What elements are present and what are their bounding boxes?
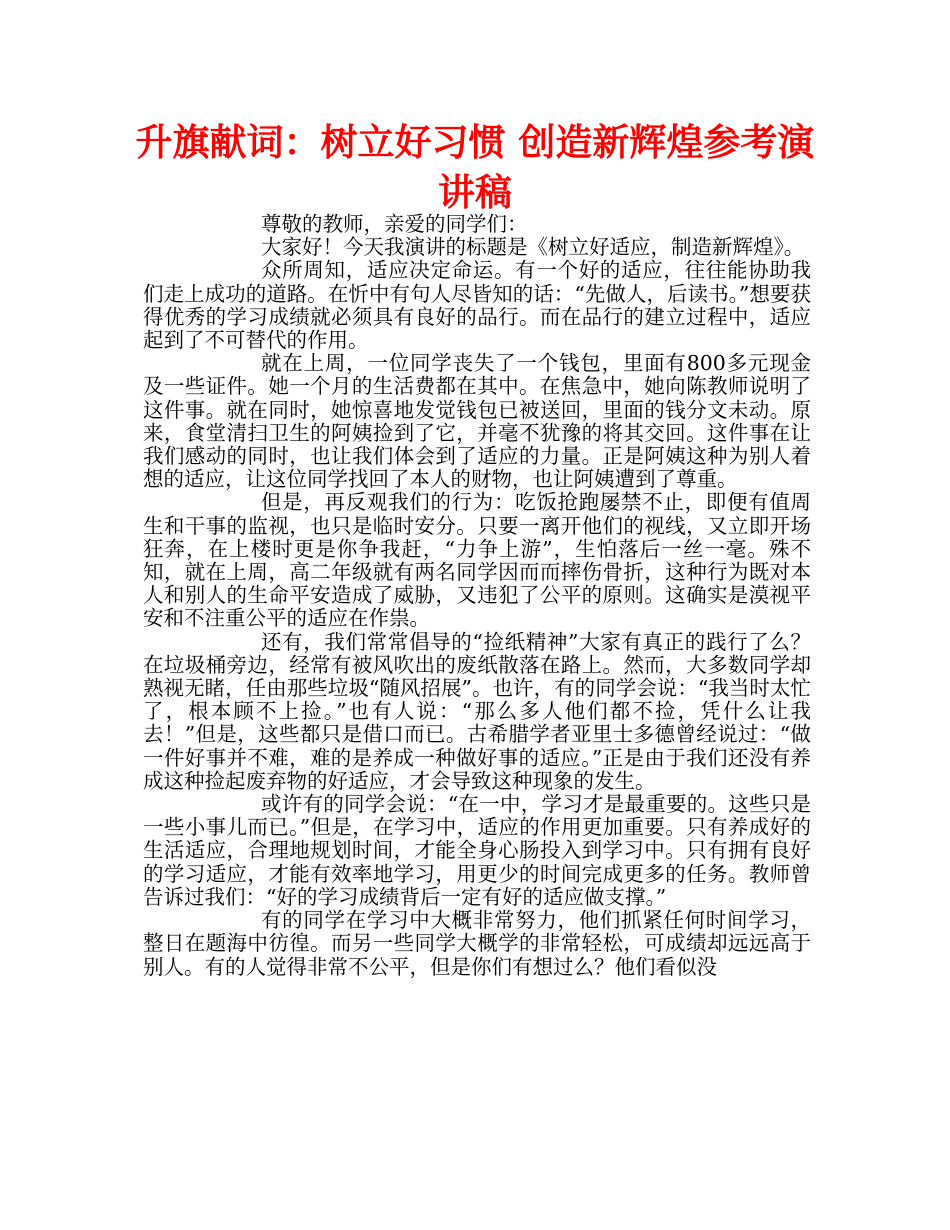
document-body xyxy=(143,213,811,979)
paragraph-effort: 有的同学在学习中大概非常努力，他们抓紧任何时间学习，整日在题海中彷徨。而另一些同学大概学的非常轻松，可成绩却远远高于别人。有的人觉得非常不公平，但是你们有想过么？他们看似没 xyxy=(143,908,811,979)
paragraph-litter: 还有，我们常常倡导的“捡纸精神”大家有真正的践行了么？在垃圾桶旁边，经常有被风吹出的废纸散落在路上。然而，大多数同学却熟视无睹，任由那些垃圾“随风招展”。也许，有的同学会说：“我当时太忙了，根本顾不上捡。”也有人说：“那么多人他们都不捡，凭什么让我去！”但是，这些都只是借口而已。古希腊学者亚里士多德曾经说过：“做一件好事并不难，难的是养成一种做好事的适应。”正是由于我们还没有养成这种捡起废弃物的好适应，才会导致这种现象的发生。 xyxy=(143,629,811,793)
paragraph-running-behavior: 但是，再反观我们的行为：吃饭抢跑屡禁不止，即便有值周生和干事的监视，也只是临时安分。只要一离开他们的视线，又立即开场狂奔，在上楼时更是你争我赶，“力争上游”，生怕落后一丝一毫。殊不知，就在上周，高二年级就有两名同学因而而摔伤骨折，这种行为既对本人和别人的生命平安造成了威胁，又违犯了公平的原则。这确实是漠视平安和不注重公平的适应在作祟。 xyxy=(143,490,811,631)
paragraph-wallet-story: 就在上周，一位同学丧失了一个钱包，里面有800多元现金及一些证件。她一个月的生活费都在其中。在焦急中，她向陈教师说明了这件事。就在同时，她惊喜地发觉钱包已被送回，里面的钱分文未动。原来，食堂清扫卫生的阿姨捡到了它，并毫不犹豫的将其交回。这件事在让我们感动的同时，也让我们体会到了适应的力量。正是阿姨这种为别人着想的适应，让这位同学找回了本人的财物，也让阿姨遭到了尊重。 xyxy=(143,351,811,492)
paragraph-habit-destiny: 众所周知，适应决定命运。有一个好的适应，往往能协助我们走上成功的道路。在忻中有句人尽皆知的话：“先做人，后读书。”想要获得优秀的学习成绩就必须具有良好的品行。而在品行的建立过程中，适应起到了不可替代的作用。 xyxy=(143,258,811,353)
paragraph-greeting: 大家好！今天我演讲的标题是《树立好适应，制造新辉煌》。 xyxy=(261,235,805,260)
salutation: 尊敬的教师，亲爱的同学们： xyxy=(261,212,528,236)
document-title: 升旗献词：树立好习惯 创造新辉煌参考演讲稿 xyxy=(135,121,815,214)
paragraph-study-habits: 或许有的同学会说：“在一中，学习才是最重要的。这些只是一些小事儿而已。”但是，在学习中，适应的作用更加重要。只有养成好的生活适应，合理地规划时间，才能全身心肠投入到学习中。只有拥有良好的学习适应，才能有效率地学习，用更少的时间完成更多的任务。教师曾告诉过我们：“好的学习成绩背后一定有好的适应做支撑。” xyxy=(143,792,811,909)
